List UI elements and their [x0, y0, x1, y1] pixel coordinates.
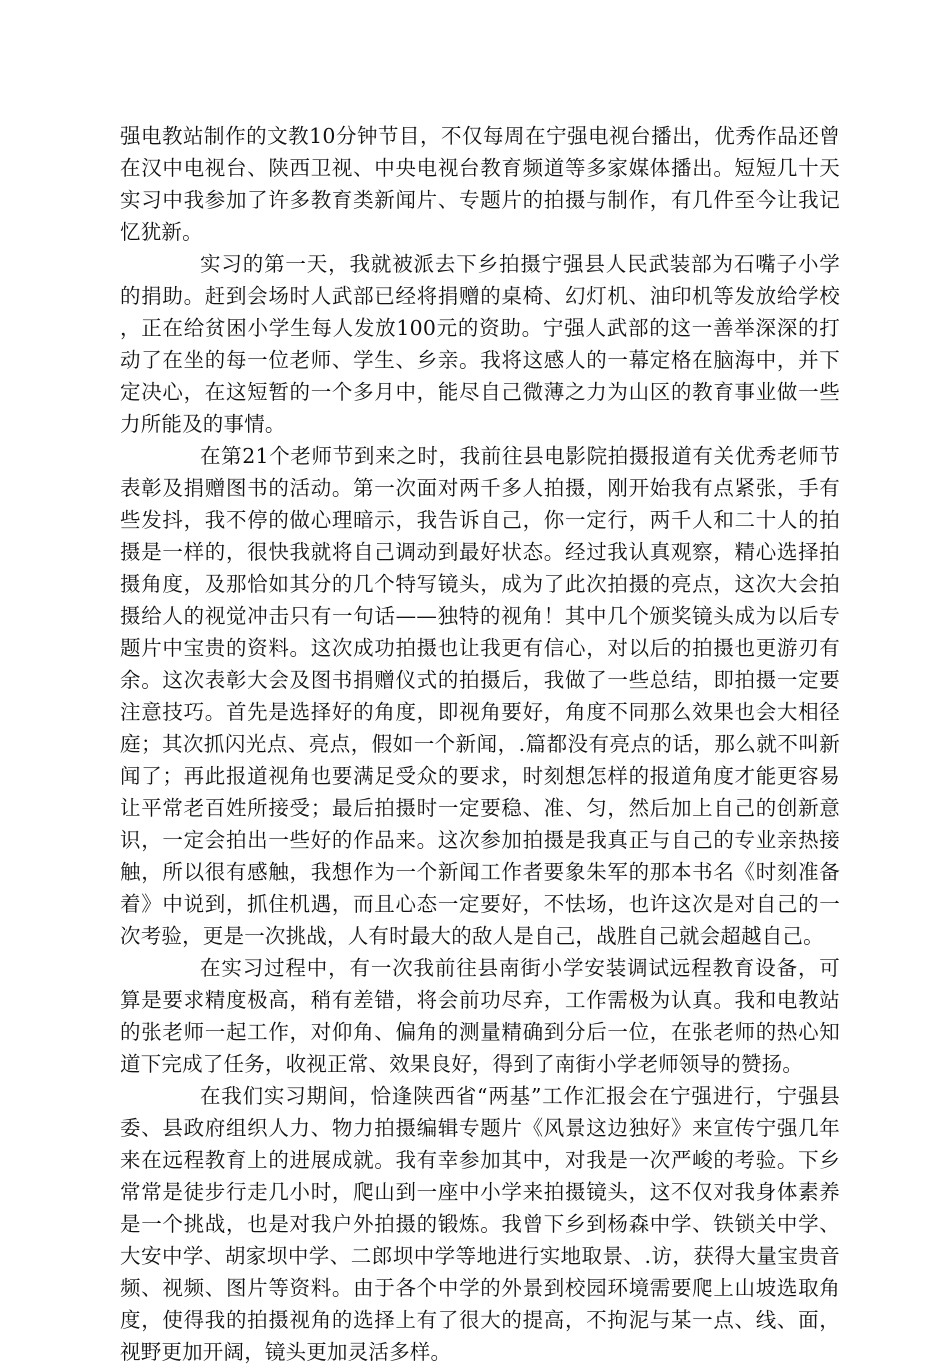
paragraph-2: 实习的第一天，我就被派去下乡拍摄宁强县人民武装部为石嘴子小学的捐助。赶到会场时人武部已经将捐赠的桌椅、幻灯机、油印机等发放给学校，正在给贫困小学生每人发放100元的资助。宁强人武部的这一善举深深的打动了在坐的每一位老师、学生、乡亲。我将这感人的一幕定格在脑海中，并下定决心，在这短暂的一个多月中，能尽自己微薄之力为山区的教育事业做一些力所能及的事情。 — [120, 252, 840, 436]
paragraph-1: 强电教站制作的文教10分钟节目，不仅每周在宁强电视台播出，优秀作品还曾在汉中电视台、陕西卫视、中央电视台教育频道等多家媒体播出。短短几十天实习中我参加了许多教育类新闻片、专题片的拍摄与制作，有几件至今让我记忆犹新。 — [120, 124, 840, 244]
paragraph-5: 在我们实习期间，恰逢陕西省“两基”工作汇报会在宁强进行，宁强县委、县政府组织人力、物力拍摄编辑专题片《风景这边独好》来宣传宁强几年来在远程教育上的进展成就。我有幸参加其中，对我是一次严峻的考验。下乡常常是徒步行走几小时，爬山到一座中小学来拍摄镜头，这不仅对我身体素养是一个挑战，也是对我户外拍摄的锻炼。我曾下乡到杨森中学、铁锁关中学、大安中学、胡家坝中学、二郎坝中学等地进行实地取景、.访，获得大量宝贵音频、视频、图片等资料。由于各个中学的外景到校园环境需要爬上山坡选取角度，使得我的拍摄视角的选择上有了很大的提高，不拘泥与某一点、线、面，视野更加开阔，镜头更加灵活多样。 — [120, 1084, 840, 1364]
document-body — [120, 120, 840, 1368]
paragraph-3: 在第21个老师节到来之时，我前往县电影院拍摄报道有关优秀老师节表彰及捐赠图书的活动。第一次面对两千多人拍摄，刚开始我有点紧张，手有些发抖，我不停的做心理暗示，我告诉自己，你一定行，两千人和二十人的拍摄是一样的，很快我就将自己调动到最好状态。经过我认真观察，精心选择拍摄角度，及那恰如其分的几个特写镜头，成为了此次拍摄的亮点，这次大会拍摄给人的视觉冲击只有一句话——独特的视角！其中几个颁奖镜头成为以后专题片中宝贵的资料。这次成功拍摄也让我更有信心，对以后的拍摄也更游刃有余。这次表彰大会及图书捐赠仪式的拍摄后，我做了一些总结，即拍摄一定要注意技巧。首先是选择好的角度，即视角要好，角度不同那么效果也会大相径庭；其次抓闪光点、亮点，假如一个新闻，.篇都没有亮点的话，那么就不叫新闻了；再此报道视角也要满足受众的要求，时刻想怎样的报道角度才能更容易让平常老百姓所接受；最后拍摄时一定要稳、准、匀，然后加上自己的创新意识，一定会拍出一些好的作品来。这次参加拍摄是我真正与自己的专业亲热接触，所以很有感触，我想作为一个新闻工作者要象朱军的那本书名《时刻准备着》中说到，抓住机遇，而且心态一定要好，不怯场，也许这次是对自己的一次考验，更是一次挑战，人有时最大的敌人是自己，战胜自己就会超越自己。 — [120, 444, 840, 948]
paragraph-4: 在实习过程中，有一次我前往县南街小学安装调试远程教育设备，可算是要求精度极高，稍有差错，将会前功尽弃，工作需极为认真。我和电教站的张老师一起工作，对仰角、偏角的测量精确到分后一位，在张老师的热心知道下完成了任务，收视正常、效果良好，得到了南街小学老师领导的赞扬。 — [120, 956, 840, 1076]
